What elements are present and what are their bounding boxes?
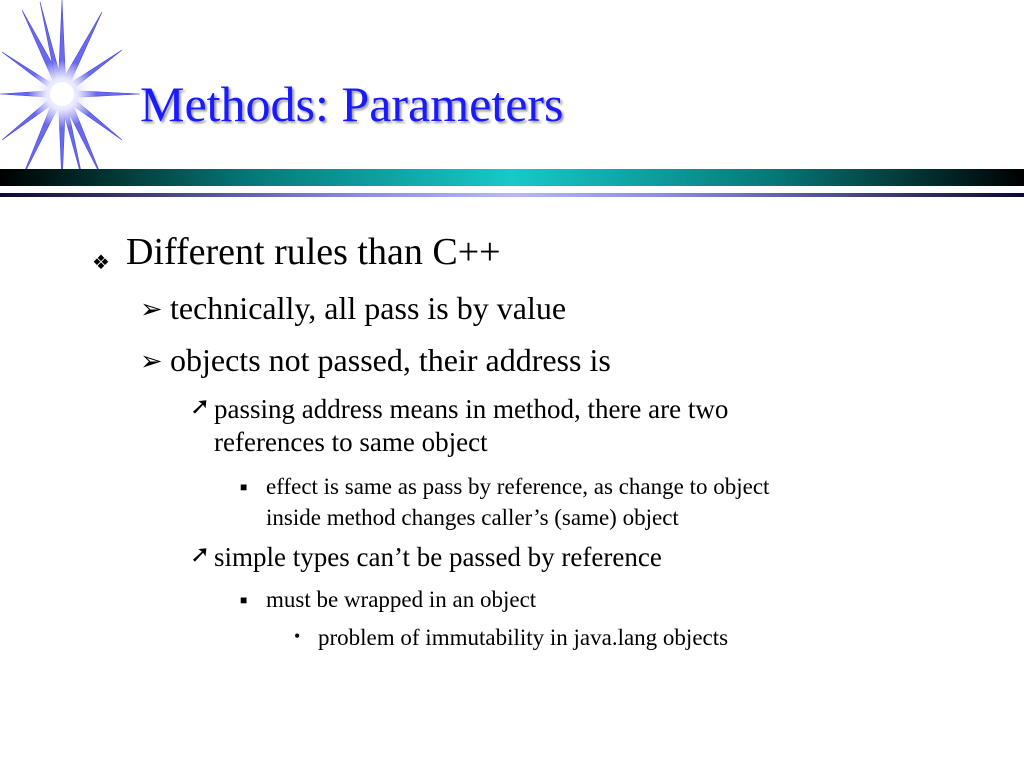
diagonal-arrow-bullet-icon: ➚ (190, 542, 211, 568)
title-divider-line (0, 193, 1024, 197)
square-bullet-icon: ■ (240, 593, 248, 607)
bullet-text: Different rules than C++ (126, 231, 501, 273)
arrowhead-bullet-icon: ➢ (140, 346, 163, 376)
square-bullet-icon: ■ (240, 480, 248, 494)
diagonal-arrow-bullet-icon: ➚ (190, 394, 211, 420)
bullet-text: objects not passed, their address is (170, 342, 611, 378)
bullet-text-line-1: passing address means in method, there are two (214, 394, 729, 424)
bullet-text-line-2: inside method changes caller’s (same) object (266, 505, 679, 530)
arrowhead-bullet-icon: ➢ (140, 294, 163, 324)
bullet-text-line-1: effect is same as pass by reference, as change to object (266, 474, 770, 499)
title-divider-band (0, 169, 1024, 186)
bullet-text: simple types can’t be passed by reference (214, 542, 662, 572)
dot-bullet-icon: • (294, 626, 301, 646)
bullet-text: must be wrapped in an object (266, 587, 537, 612)
diamond-bullet-icon: ❖ (92, 252, 110, 274)
bullet-text-line-2: references to same object (214, 427, 488, 457)
slide-title: Methods: Parameters (140, 76, 564, 132)
starburst-icon (0, 0, 140, 185)
bullet-text: problem of immutability in java.lang objects (318, 625, 729, 650)
bullet-text: technically, all pass is by value (170, 290, 567, 326)
